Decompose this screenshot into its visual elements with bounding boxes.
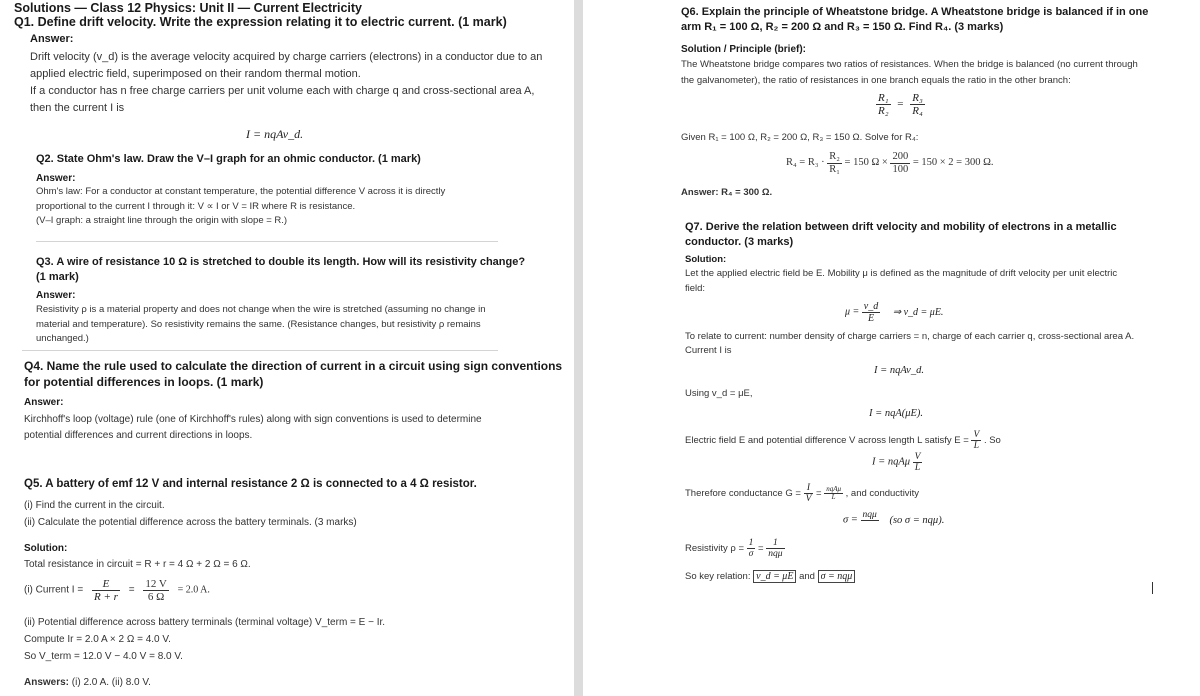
q7-text-3: To relate to current: number density of charge carriers = n, charge of each carrier q, cross-sectional area A. [685, 331, 1135, 342]
q7-eq-2: I = nqA(μE). [869, 408, 924, 419]
q5-answers [24, 677, 151, 688]
q6-eq-r3: R₃ [912, 92, 923, 104]
q5-part-ii: (ii) Calculate the potential difference across the battery terminals. (3 marks) [24, 517, 357, 528]
q1-text-1: Drift velocity (v_d) is the average velocity acquired by charge carriers (electrons) in a conductor due to an [30, 51, 543, 63]
q7-sigma-num: nqμ [862, 510, 877, 520]
q6-text-1: The Wheatstone bridge compares two ratios of resistances. When the bridge is balanced (no current through [681, 59, 1138, 70]
q6-balance-equation: $\frac{\text{R₁}}{\text{R₂}}$ = $\frac{\text{R₃}}{\text{R₄}}$ [878, 92, 923, 118]
q6-title-1: Q6. Explain the principle of Wheatstone bridge. A Wheatstone bridge is balanced if in one [681, 6, 1149, 18]
q7-text-2: field: [685, 283, 706, 294]
q7-text-4: Current I is [685, 345, 732, 356]
q7-field-text: Electric field E and potential difference V across length L satisfy E = [685, 435, 969, 447]
q1-equation: I = nqAv_d. [246, 127, 304, 141]
q5-fraction-2 [143, 578, 169, 603]
q7-sigma-note: (so σ = nqμ). [889, 514, 945, 526]
q7-res-n2: 1 [766, 538, 784, 549]
q7-text-1: Let the applied electric field be E. Mobility μ is defined as the magnitude of drift velocity per unit electric [685, 268, 1118, 279]
q7-mu-rhs: ⇒ v_d = μE. [892, 306, 944, 318]
q6-eq-r1: R₁ [878, 92, 889, 104]
q6-solve-r2: R₂ [829, 151, 840, 162]
q5-fraction-1 [92, 578, 120, 603]
q7-conductivity-equation [843, 510, 944, 532]
q7-cond-eq: = [816, 488, 822, 500]
q7-solution-label: Solution: [685, 254, 727, 265]
q7-eq-3 [872, 452, 922, 474]
q6-solve-d2: 100 [892, 163, 909, 175]
q6-solve-mid: = 150 Ω × [844, 156, 888, 168]
q7-cond-n2: nqAμ [826, 484, 842, 493]
q7-resistivity-line [685, 538, 785, 560]
q6-solve-rhs: = 150 × 2 = 300 Ω. [912, 156, 994, 168]
q4-title-2: for potential differences in loops. (1 mark) [24, 375, 264, 389]
q3-title-1: Q3. A wire of resistance 10 Ω is stretched to double its length. How will its resistivity change? [36, 256, 526, 268]
q6-solve-equation [786, 151, 994, 175]
q5-frac1-num: E [92, 578, 120, 591]
q2-text-1: Ohm's law: For a conductor at constant temperature, the potential difference V across it is directly [36, 186, 446, 197]
q5-total-resistance: Total resistance in circuit = R + r = 4 Ω + 2 Ω = 6 Ω. [24, 559, 251, 570]
q5-pd-line: (ii) Potential difference across battery terminals (terminal voltage) V_term = E − Ir. [24, 617, 386, 628]
q7-field-line [685, 430, 1001, 452]
q4-text-2: potential differences and current directions in loops. [24, 430, 253, 441]
q5-frac2-den: 6 Ω [147, 591, 165, 604]
q7-cond-pre: Therefore conductance G = [685, 488, 801, 500]
document-title: Solutions — Class 12 Physics: Unit II — Current Electricity [14, 1, 363, 15]
q2-text-2: proportional to the current I through it: V ∝ I or V = IR where R is resistance. [36, 201, 356, 212]
q7-mu-den: E [867, 313, 875, 324]
q6-title-2: arm R₁ = 100 Ω, R₂ = 200 Ω and R₃ = 150 Ω. Find R₄. (3 marks) [681, 21, 1004, 33]
q5-compute-line: Compute Ir = 2.0 A × 2 Ω = 4.0 V. [24, 634, 171, 645]
q7-cond-n1: I [804, 483, 814, 494]
q7-res-pre: Resistivity ρ = [685, 543, 744, 555]
q5-current-prefix: (i) Current I = [24, 584, 84, 596]
q6-solve-n2: 200 [892, 151, 909, 162]
q6-eq-r2: R₂ [878, 105, 889, 118]
q7-sigma-lhs: σ = [843, 514, 858, 526]
q3-text-2: material and temperature). So resistivity remains the same. (Resistance changes, but resistivity ρ remains [36, 319, 481, 330]
q5-frac1-den: R + r [93, 591, 118, 604]
q7-res-eq: = [758, 543, 764, 555]
q6-solve-r1: R₁ [829, 163, 840, 175]
q3-text-3: unchanged.) [36, 333, 89, 344]
q7-mu-lhs: μ = [845, 306, 860, 318]
q6-eq-r4: R₄ [912, 105, 923, 118]
q5-current-result: = 2.0 A. [177, 584, 210, 596]
q7-conductance-line [685, 483, 919, 505]
q5-answers-label: Answers: [24, 677, 70, 688]
q3-text-1: Resistivity ρ is a material property and does not change when the wire is stretched (assuming no change in [36, 304, 486, 315]
q7-mobility-equation [845, 301, 943, 324]
q5-solution-label: Solution: [24, 543, 68, 554]
q7-eq3-num: V [914, 452, 921, 462]
q7-field-den: L [973, 441, 980, 452]
q3-answer-label: Answer: [36, 290, 76, 301]
q7-title-2: conductor. (3 marks) [685, 236, 794, 248]
q7-cond-post: , and conductivity [845, 488, 920, 500]
q2-text-3: (V–I graph: a straight line through the origin with slope = R.) [36, 215, 288, 226]
q7-using: Using v_d = μE, [685, 388, 753, 399]
q7-res-n1: 1 [748, 538, 754, 548]
q7-eq-1: I = nqAv_d. [874, 365, 924, 376]
q5-title: Q5. A battery of emf 12 V and internal resistance 2 Ω is connected to a 4 Ω resistor. [24, 478, 477, 490]
q2-answer-label: Answer: [36, 173, 76, 184]
q5-part-i: (i) Find the current in the circuit. [24, 500, 165, 511]
q7-eq3-lhs: I = nqAμ [872, 456, 911, 468]
q1-text-2: applied electric field, superimposed on their random thermal motion. [30, 68, 361, 80]
q5-frac2-num: 12 V [145, 578, 167, 590]
q6-text-2: the galvanometer), the ratio of resistances in one branch equals the ratio in the other branch: [681, 75, 1071, 86]
q1-title: Q1. Define drift velocity. Write the expression relating it to electric current. (1 mark) [14, 15, 507, 29]
q7-res-d1: σ [748, 549, 754, 560]
q7-key-and: and [799, 571, 815, 582]
q7-field-so: . So [983, 435, 1001, 447]
page-gutter [574, 0, 583, 696]
q7-res-d2: nqμ [768, 549, 783, 560]
q1-text-3: If a conductor has n free charge carriers per unit volume each with charge q and cross-sectional area A, [30, 85, 535, 97]
q5-answers-value: (i) 2.0 A. (ii) 8.0 V. [71, 677, 151, 688]
q6-solution-label: Solution / Principle (brief): [681, 44, 806, 55]
q6-answer: Answer: R₄ = 300 Ω. [681, 187, 773, 198]
q1-text-4: then the current I is [30, 102, 125, 114]
q3-title-2: (1 mark) [36, 271, 79, 283]
q7-title-1: Q7. Derive the relation between drift velocity and mobility of electrons in a metallic [685, 221, 1117, 233]
q7-key-pre: So key relation: [685, 571, 751, 582]
q7-cond-d2: L [831, 493, 836, 502]
divider [36, 241, 498, 242]
q7-mu-num: v_d [863, 301, 879, 312]
q7-key-box-2: σ = nqμ [818, 570, 856, 583]
q2-title: Q2. State Ohm's law. Draw the V–I graph for an ohmic conductor. (1 mark) [36, 153, 421, 165]
q7-field-num: V [973, 430, 980, 440]
q4-text-1: Kirchhoff's loop (voltage) rule (one of Kirchhoff's rules) along with sign conventions is used to determine [24, 414, 482, 425]
q6-given: Given R₁ = 100 Ω, R₂ = 200 Ω, R₃ = 150 Ω. Solve for R₄: [681, 132, 919, 143]
q7-key-box-1: v_d = μE [753, 570, 796, 583]
q6-solve-lhs: R₄ = R₃ · [786, 156, 825, 168]
q7-eq3-den: L [914, 463, 921, 474]
q7-key-relation [685, 571, 855, 582]
q5-so-line: So V_term = 12.0 V − 4.0 V = 8.0 V. [24, 651, 183, 662]
q7-cond-d1: V [805, 494, 812, 505]
q1-answer-label: Answer: [30, 33, 74, 45]
text-cursor [1152, 582, 1153, 594]
divider [22, 350, 498, 351]
q5-current-equation: (i) Current I = $\frac{E}{R + r}$ = $\frac{12 V}{6 \Omega}$ = 2.0 A. [24, 578, 210, 604]
q4-title-1: Q4. Name the rule used to calculate the direction of current in a circuit using sign conventions [24, 359, 563, 373]
q4-answer-label: Answer: [24, 397, 64, 408]
